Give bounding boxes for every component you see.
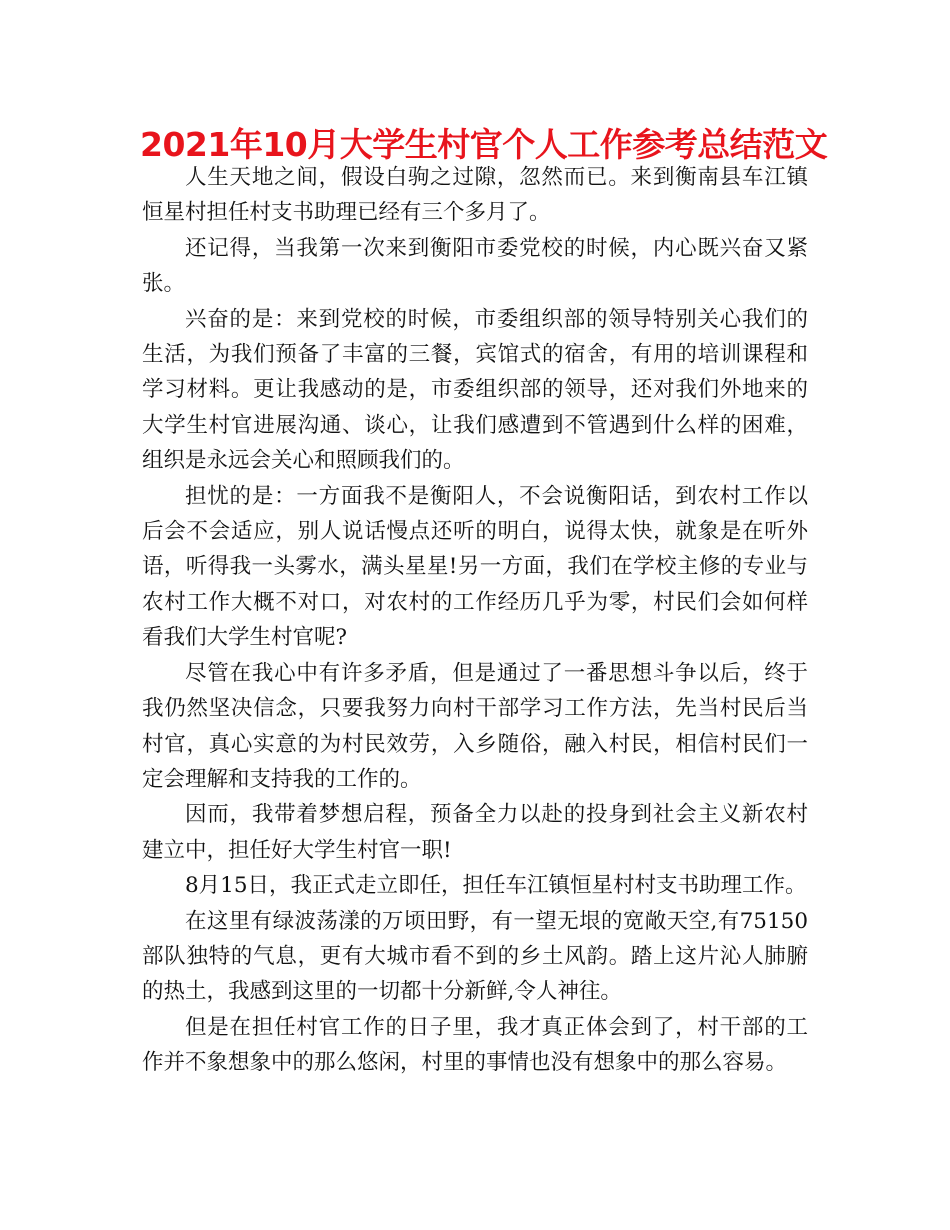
paragraph: 因而，我带着梦想启程，预备全力以赴的投身到社会主义新农村建立中，担任好大学生村官一职! — [142, 802, 808, 863]
paragraph: 还记得，当我第一次来到衡阳市委党校的时候，内心既兴奋又紧张。 — [142, 235, 808, 297]
paragraph: 人生天地之间，假设白驹之过隙，忽然而已。来到衡南县车江镇恒星村担任村支书助理已经有三个多月了。 — [142, 165, 808, 226]
paragraph: 担忧的是：一方面我不是衡阳人，不会说衡阳话，到农村工作以后会不会适应，别人说话慢点还听的明白，说得太快，就象是在听外语，听得我一头雾水，满头星星!另一方面，我们在学校主修的专业与农村工作大概不对口，对农村的工作经历几乎为零，村民们会如何样看我们大学生村官呢? — [142, 483, 808, 651]
document-body — [142, 160, 808, 1081]
paragraph: 8月15日，我正式走立即任，担任车江镇恒星村村支书助理工作。 — [185, 873, 807, 899]
paragraph: 在这里有绿波荡漾的万顷田野，有一望无垠的宽敞天空,有75150部队独特的气息，更有大城市看不到的乡土风韵。踏上这片沁人肺腑的热土，我感到这里的一切都十分新鲜,令人神往。 — [142, 908, 808, 1005]
paragraph: 但是在担任村官工作的日子里，我才真正体会到了，村干部的工作并不象想象中的那么悠闲，村里的事情也没有想象中的那么容易。 — [142, 1014, 808, 1076]
paragraph: 兴奋的是：来到党校的时候，市委组织部的领导特别关心我们的生活，为我们预备了丰富的三餐，宾馆式的宿舍，有用的培训课程和学习材料。更让我感动的是，市委组织部的领导，还对我们外地来的大学生村官进展沟通、谈心，让我们感遭到不管遇到什么样的困难，组织是永远会关心和照顾我们的。 — [142, 306, 808, 474]
paragraph: 尽管在我心中有许多矛盾，但是通过了一番思想斗争以后，终于我仍然坚决信念，只要我努力向村干部学习工作方法，先当村民后当村官，真心实意的为村民效劳，入乡随俗，融入村民，相信村民们一定会理解和支持我的工作的。 — [142, 660, 808, 792]
document-title: 2021年10月大学生村官个人工作参考总结范文 — [140, 125, 828, 164]
